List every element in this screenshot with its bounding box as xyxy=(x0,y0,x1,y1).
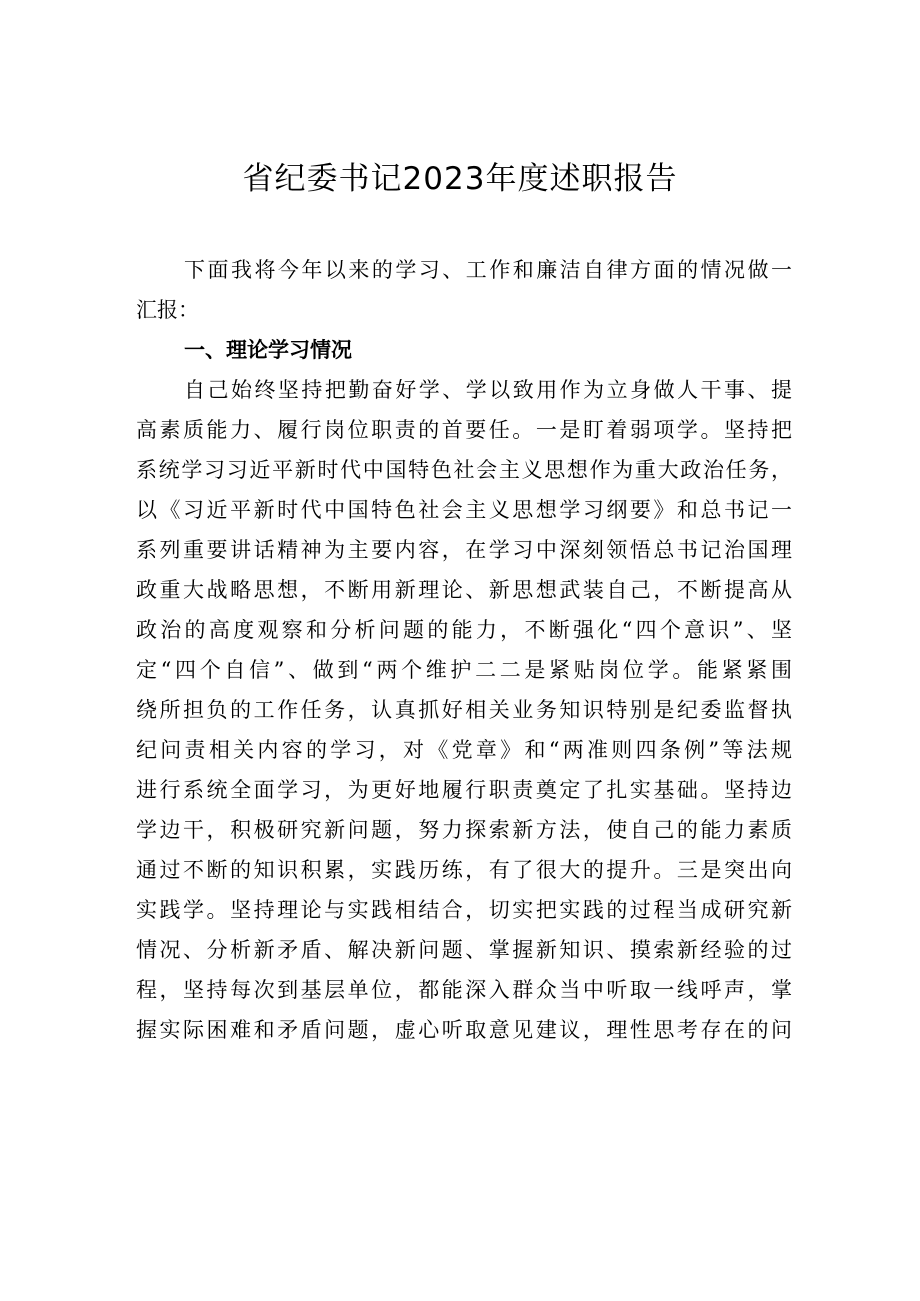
paragraph-line: 实践学。坚持理论与实践相结合，切实把实践的过程当成研究新 xyxy=(136,898,792,922)
paragraph-line: 程，坚持每次到基层单位，都能深入群众当中听取一线呼声，掌 xyxy=(136,978,792,1002)
paragraph-line: 政重大战略思想，不断用新理论、新思想武装自己，不断提高从 xyxy=(136,578,792,602)
document-body xyxy=(136,250,792,1050)
paragraph-line: 以《习近平新时代中国特色社会主义思想学习纲要》和总书记一 xyxy=(136,498,792,522)
paragraph-line: 通过不断的知识积累，实践历练，有了很大的提升。三是突出向 xyxy=(136,858,792,882)
paragraph-line: 系列重要讲话精神为主要内容，在学习中深刻领悟总书记治国理 xyxy=(136,538,792,562)
paragraph-line: 握实际困难和矛盾问题，虚心听取意见建议，理性思考存在的问 xyxy=(136,1018,792,1042)
paragraph-line: 系统学习习近平新时代中国特色社会主义思想作为重大政治任务， xyxy=(136,458,792,482)
document-title: 省纪委书记2023年度述职报告 xyxy=(242,161,678,197)
paragraph-line: 学边干，积极研究新问题，努力探索新方法，使自己的能力素质 xyxy=(136,818,792,842)
paragraph-line: 高素质能力、履行岗位职责的首要任。一是盯着弱项学。坚持把 xyxy=(136,418,792,442)
paragraph-line: 下面我将今年以来的学习、工作和廉洁自律方面的情况做一 xyxy=(184,258,792,282)
paragraph-line: 汇报： xyxy=(136,298,199,322)
paragraph-line: 自己始终坚持把勤奋好学、学以致用作为立身做人干事、提 xyxy=(184,378,792,402)
paragraph-line: 绕所担负的工作任务，认真抓好相关业务知识特别是纪委监督执 xyxy=(136,698,792,722)
paragraph-line: 纪问责相关内容的学习，对《党章》和“两准则四条例”等法规 xyxy=(136,738,792,762)
section-heading: 一、理论学习情况 xyxy=(184,338,352,362)
paragraph-line: 进行系统全面学习，为更好地履行职责奠定了扎实基础。坚持边 xyxy=(136,778,792,802)
paragraph-line: 政治的高度观察和分析问题的能力，不断强化“四个意识”、坚 xyxy=(136,618,792,642)
paragraph-line: 情况、分析新矛盾、解决新问题、掌握新知识、摸索新经验的过 xyxy=(136,938,792,962)
paragraph-line: 定“四个自信”、做到“两个维护二二是紧贴岗位学。能紧紧围 xyxy=(136,658,792,682)
